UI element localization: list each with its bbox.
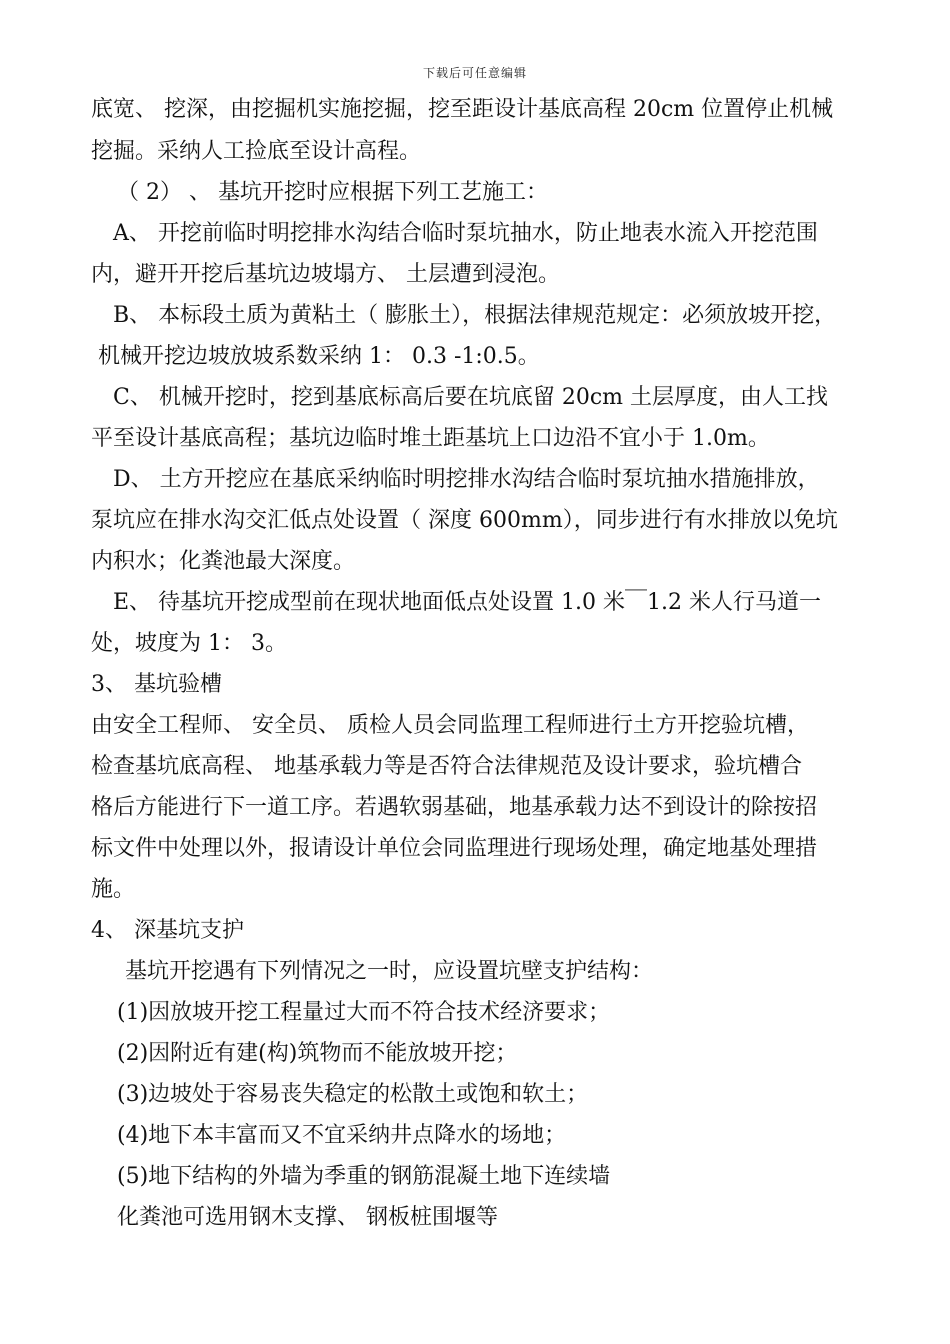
section-heading: 4、 深基坑支护 [91, 918, 244, 943]
section-heading: 3、 基坑验槽 [91, 672, 222, 697]
text-line: 标文件中处理以外，报请设计单位会同监理进行现场处理，确定地基处理措 [91, 836, 818, 861]
list-item: (1)因放坡开挖工程量过大而不符合技术经济要求； [117, 1000, 611, 1025]
text-line: 由安全工程师、 安全员、 质检人员会同监理工程师进行土方开挖验坑槽， [91, 713, 809, 738]
text-line: 内积水；化粪池最大深度。 [91, 549, 356, 574]
text-line: B、 本标段土质为黄粘土（ 膨胀土），根据法律规范规定：必须放坡开挖， [113, 303, 837, 328]
list-item: (2)因附近有建(构)筑物而不能放坡开挖； [117, 1041, 518, 1066]
text-line: C、 机械开挖时，挖到基底标高后要在坑底留 20cm 土层厚度，由人工找 [113, 385, 828, 410]
text-line: 格后方能进行下一道工序。若遇软弱基础，地基承载力达不到设计的除按招 [91, 795, 818, 820]
text-line: 底宽、 挖深，由挖掘机实施挖掘，挖至距设计基底高程 20cm 位置停止机械 [91, 97, 834, 122]
list-item: (3)边坡处于容易丧失稳定的松散土或饱和软土； [117, 1082, 589, 1107]
text-line: 基坑开挖遇有下列情况之一时，应设置坑壁支护结构： [125, 959, 654, 984]
text-line: A、 开挖前临时明挖排水沟结合临时泵坑抽水，防止地表水流入开挖范围 [113, 221, 818, 246]
text-line: 化粪池可选用钢木支撑、 钢板桩围堰等 [117, 1205, 498, 1230]
text-line: 泵坑应在排水沟交汇低点处设置（ 深度 600mm），同步进行有水排放以免坑 [91, 508, 838, 533]
text-line: 检查基坑底高程、 地基承载力等是否符合法律规范及设计要求，验坑槽合 [91, 754, 802, 779]
list-item: (4)地下本丰富而又不宜采纳井点降水的场地； [117, 1123, 567, 1148]
text-line: 挖掘。采纳人工捡底至设计高程。 [91, 139, 422, 164]
text-line: 内，避开开挖后基坑边坡塌方、 土层遭到浸泡。 [91, 262, 560, 287]
text-line: 施。 [91, 877, 136, 902]
text-line: 平至设计基底高程；基坑边临时堆土距基坑上口边沿不宜小于 1.0m。 [91, 426, 770, 451]
text-line: 处，坡度为 1： 3。 [91, 631, 287, 656]
page-header: 下载后可任意编辑 [422, 66, 527, 80]
text-line: D、 土方开挖应在基底采纳临时明挖排水沟结合临时泵坑抽水措施排放， [113, 467, 820, 492]
text-line: （ 2） 、 基坑开挖时应根据下列工艺施工： [117, 180, 548, 205]
text-line: 机械开挖边坡放坡系数采纳 1： 0.3 -1:0.5。 [98, 344, 540, 369]
list-item: (5)地下结构的外墙为季重的钢筋混凝土地下连续墙 [117, 1164, 611, 1189]
text-line: E、 待基坑开挖成型前在现状地面低点处设置 1.0 米￣1.2 米人行马道一 [113, 590, 822, 615]
